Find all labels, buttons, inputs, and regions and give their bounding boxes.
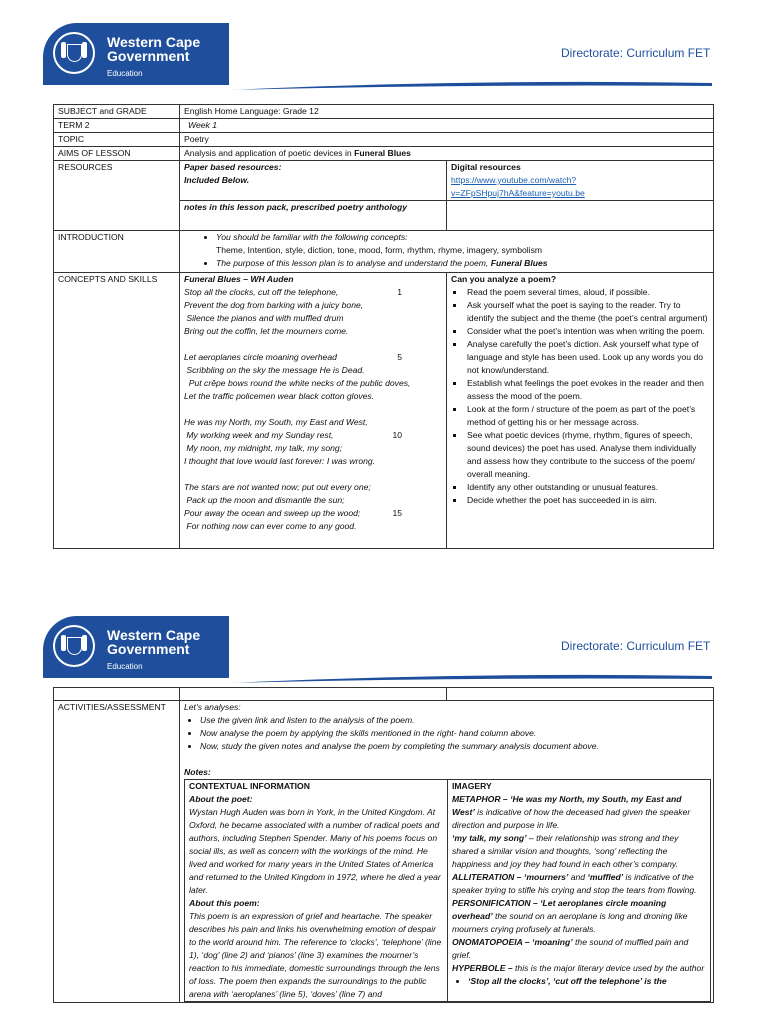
org-name-line1: Western Cape [107, 34, 201, 50]
analyze-step: ▪ Consider what the poet’s intention was when writing the poem. [465, 325, 709, 338]
activities-table [53, 687, 714, 1003]
poem-line [184, 377, 442, 390]
poem-line-text: I thought that love would last forever: I was wrong. [184, 456, 376, 466]
logo [43, 23, 229, 85]
poem-line-text: My working week and my Sunday rest, [184, 430, 334, 440]
poem-line [184, 468, 442, 481]
poem-line-text: Scribbling on the sky the message He is Dead. [184, 365, 365, 375]
aims-value: Analysis and application of poetic devices in Funeral Blues [180, 147, 714, 161]
subject-label: SUBJECT and GRADE [54, 105, 180, 119]
poem-line-text: Stop all the clocks, cut off the telephone, [184, 287, 339, 297]
analyze-step: ▪ Analyse carefully the poet’s diction. Ask yourself what type of language and style has been used. Look up any words you do not know/understand. [465, 338, 709, 377]
empty-cell [54, 688, 180, 701]
poem-line [184, 286, 442, 299]
logo [43, 616, 229, 678]
poem-line [184, 494, 442, 507]
lesson-table [53, 104, 714, 549]
analyze-title: Can you analyze a poem? [451, 274, 557, 284]
poem-line-text: Prevent the dog from barking with a juicy bone, [184, 300, 364, 310]
subject-value: English Home Language: Grade 12 [180, 105, 714, 119]
topic-value: Poetry [180, 133, 714, 147]
poem-line [184, 481, 442, 494]
analyze-steps [451, 286, 709, 507]
poem-line [184, 390, 442, 403]
poem-cell [180, 273, 447, 549]
topic-label: TOPIC [54, 133, 180, 147]
org-department: Education [107, 662, 143, 671]
poem-line [184, 455, 442, 468]
aims-label: AIMS OF LESSON [54, 147, 180, 161]
poem-title: Funeral Blues – WH Auden [184, 274, 294, 284]
poem-line [184, 442, 442, 455]
resources-label: RESOURCES [54, 161, 180, 231]
empty-cell [447, 688, 714, 701]
poem-line-text: Bring out the coffin, let the mourners come. [184, 326, 349, 336]
poem-line [184, 325, 442, 338]
poem-line-number: 1 [397, 287, 402, 297]
intro-label: INTRODUCTION [54, 231, 180, 273]
paper-resources: Paper based resources: Included Below. [180, 161, 447, 201]
poem-line-text: He was my North, my South, my East and West, [184, 417, 368, 427]
digital-resources: Digital resources https://www.youtube.com/watch?v=ZFpSHpuj7hA&feature=youtu.be [447, 161, 714, 201]
poem-line [184, 351, 442, 364]
poem-line [184, 429, 442, 442]
poem-line-number: 5 [397, 352, 402, 362]
poem-line [184, 403, 442, 416]
poem-line [184, 520, 442, 533]
youtube-link[interactable]: https://www.youtube.com/watch?v=ZFpSHpuj7hA&feature=youtu.be [451, 175, 585, 198]
analyze-step: ▪ Read the poem several times, aloud, if possible. [465, 286, 709, 299]
analyze-step: ▪ Look at the form / structure of the poem as part of the poet’s method of getting his or her message across. [465, 403, 709, 429]
poem-line-text: Pack up the moon and dismantle the sun; [184, 495, 345, 505]
org-name-line2: Government [107, 641, 190, 657]
notes-resources: notes in this lesson pack, prescribed poetry anthology [180, 201, 447, 231]
poem-line-text: The stars are not wanted now; put out every one; [184, 482, 371, 492]
poem-line-text: Let aeroplanes circle moaning overhead [184, 352, 337, 362]
notes-label: Notes: [184, 767, 211, 777]
poem-line-text: My noon, my midnight, my talk, my song; [184, 443, 343, 453]
org-name-line2: Government [107, 48, 190, 64]
analyze-step: ▪ See what poetic devices (rhyme, rhythm, figures of speech, sound devices) the poet has used. Analyse them individually and assess how they contribute to the success of the poem/ overall meaning. [465, 429, 709, 481]
analyze-step: ▪ Identify any other outstanding or unusual features. [465, 481, 709, 494]
notes-table [184, 779, 711, 1002]
analyze-cell [447, 273, 714, 549]
poem-line-text: Pour away the ocean and sweep up the wood; [184, 508, 361, 518]
concepts-label: CONCEPTS AND SKILLS [54, 273, 180, 549]
activities-content: Let’s analyses: • Use the given link and listen to the analysis of the poem. • Now analyse the poem by applying the skills mentioned in the right- hand column above. • Now, study the given notes and analyse the poem by completing the summary analysis document above. Notes: CONTEXTUAL INFORMATION About the poet: Wystan Hugh Auden was born in York, in the United Kingdom. At Oxford, he became associated with a number of radical poets and authors, including Stephen Spender. Many of his poems focus on social ills, as well as concern with the workings of the mind. He lived and worked for many years in the United States of America and returned to the United Kingdom in 1972, where he died a year later. About this poem: This poem is an expression of grief and heartache. The speaker describes his pain and links his overwhelming emotion of despair to the world around him. The reference to ‘clocks’, ‘telephone’ (line 1), ‘dog’ (line 2) and ‘pianos’ (line 3) examines the mourner’s reaction to his immediate, domestic surroundings through the lens of loss. The poem then expands the surroundings to the public arena with ‘aeroplanes’ (line 5), ‘doves’ (line 7) and IMAGERY METAPHOR – ‘He was my North, my South, my East and West’ is indicative of how the deceased had given the speaker direction and purpose in life. ‘my talk, my song’ – their relationship was strong and they shared a similar vision and thoughts, ‘song’ reflecting the happiness and joy they had found in each other’s company. ALLITERATION – ‘mourners’ and ‘muffled’ is indicative of the speaker trying to stifle his crying and stop the tears from flowing. PERSONIFICATION – ‘Let aeroplanes circle moaning overhead’ the sound on an aeroplane is long and droning like mourners crying profusely at funerals. ONOMATOPOEIA – ‘moaning’ the sound of muffled pain and grief. HYPERBOLE – this is the major literary device used by the author • ‘Stop all the clocks’, ‘cut off the telephone’ is the [180, 701, 714, 1003]
org-name-line1: Western Cape [107, 627, 201, 643]
page2-header [0, 616, 768, 696]
org-department: Education [107, 69, 143, 78]
term-value: Week 1 [180, 119, 714, 133]
header-swoosh [229, 81, 712, 90]
poem-line-text: Silence the pianos and with muffled drum [184, 313, 344, 323]
poem-line [184, 364, 442, 377]
poem-line [184, 507, 442, 520]
poem-line [184, 312, 442, 325]
poem-line [184, 338, 442, 351]
poem-line [184, 299, 442, 312]
imagery-column: IMAGERY METAPHOR – ‘He was my North, my South, my East and West’ is indicative of how the deceased had given the speaker direction and purpose in life. ‘my talk, my song’ – their relationship was strong and they shared a similar vision and thoughts, ‘song’ reflecting the happiness and joy they had found in each other’s company. ALLITERATION – ‘mourners’ and ‘muffled’ is indicative of the speaker trying to stifle his crying and stop the tears from flowing. PERSONIFICATION – ‘Let aeroplanes circle moaning overhead’ the sound on an aeroplane is long and droning like mourners crying profusely at funerals. ONOMATOPOEIA – ‘moaning’ the sound of muffled pain and grief. HYPERBOLE – this is the major literary device used by the author • ‘Stop all the clocks’, ‘cut off the telephone’ is the [448, 780, 711, 1002]
poem-line-number: 10 [392, 430, 402, 440]
poem-text [184, 286, 442, 533]
analyze-step: ▪ Ask yourself what the poet is saying to the reader. Try to identify the subject and the theme (the poet’s central argument) [465, 299, 709, 325]
analyze-step: ▪ Establish what feelings the poet evokes in the reader and then assess the mood of the poem. [465, 377, 709, 403]
context-column: CONTEXTUAL INFORMATION About the poet: Wystan Hugh Auden was born in York, in the United Kingdom. At Oxford, he became associated with a number of radical poets and authors, including Stephen Spender. Many of his poems focus on social ills, as well as concern with the workings of the mind. He lived and worked for many years in the United States of America and returned to the United Kingdom in 1972, where he died a year later. About this poem: This poem is an expression of grief and heartache. The speaker describes his pain and links his overwhelming emotion of despair to the world around him. The reference to ‘clocks’, ‘telephone’ (line 1), ‘dog’ (line 2) and ‘pianos’ (line 3) examines the mourner’s reaction to his immediate, domestic surroundings through the lens of loss. The poem then expands the surroundings to the public arena with ‘aeroplanes’ (line 5), ‘doves’ (line 7) and [185, 780, 448, 1002]
poem-line [184, 416, 442, 429]
poem-line-text: Let the traffic policemen wear black cotton gloves. [184, 391, 375, 401]
poem-line-number: 15 [392, 508, 402, 518]
header-swoosh [229, 674, 712, 683]
activities-label: ACTIVITIES/ASSESSMENT [54, 701, 180, 1003]
coat-of-arms-icon [53, 32, 95, 74]
poem-line-text: For nothing now can ever come to any good. [184, 521, 357, 531]
directorate-label: Directorate: Curriculum FET [561, 639, 711, 653]
poem-line-text: Put crêpe bows round the white necks of the public doves, [184, 378, 411, 388]
coat-of-arms-icon [53, 625, 95, 667]
empty-cell [447, 201, 714, 231]
intro-content: • You should be familiar with the following concepts: Theme, Intention, style, diction, tone, mood, form, rhythm, rhyme, imagery, symbolism • The purpose of this lesson plan is to analyse and understand the poem, Funeral Blues [180, 231, 714, 273]
analyze-step: ▪ Decide whether the poet has succeeded in is aim. [465, 494, 709, 507]
term-label: TERM 2 [54, 119, 180, 133]
page-header [0, 23, 768, 103]
empty-cell [180, 688, 447, 701]
directorate-label: Directorate: Curriculum FET [561, 46, 711, 60]
